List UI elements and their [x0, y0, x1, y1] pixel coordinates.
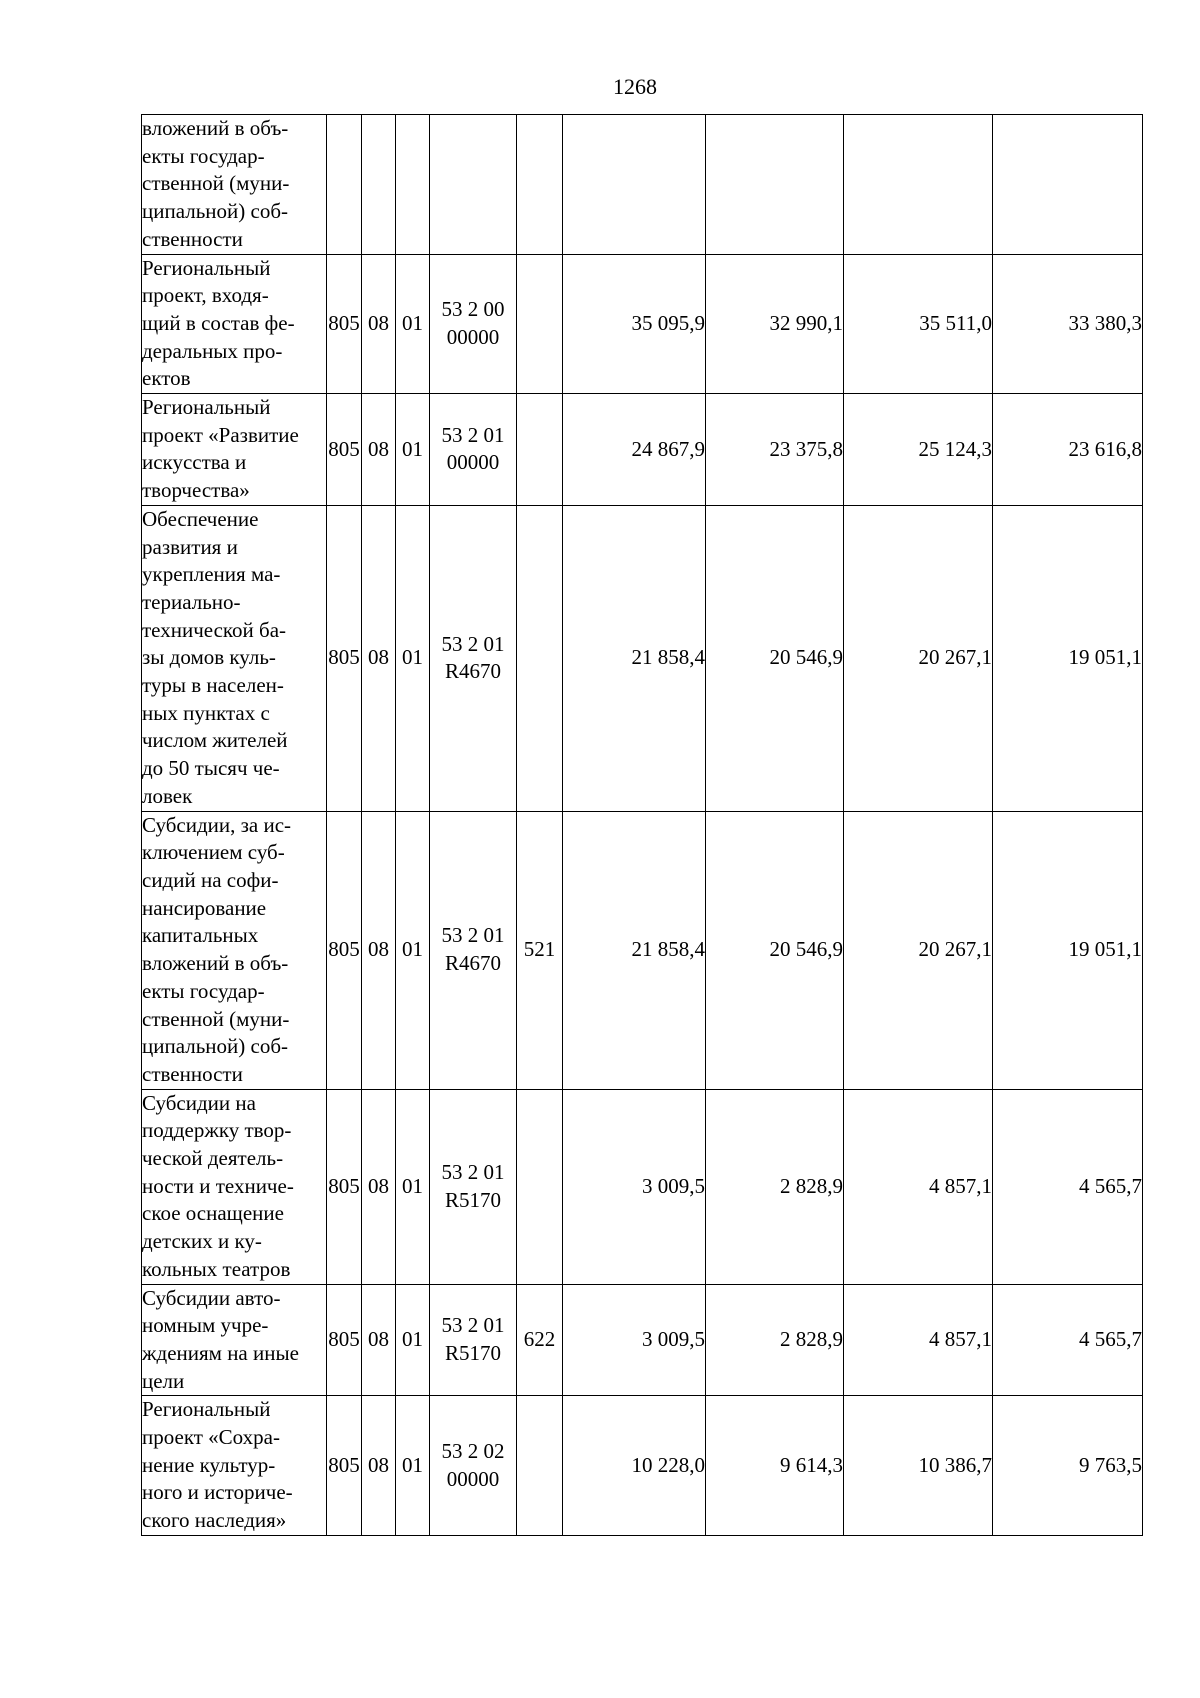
name-line: териально- — [142, 589, 241, 614]
cell-csr — [430, 1284, 517, 1396]
name-line: до 50 тысяч че- — [142, 756, 280, 781]
cell-amount-3: 20 267,1 — [844, 505, 993, 811]
cell-csr — [430, 394, 517, 506]
cell-amount-4: 23 616,8 — [993, 394, 1143, 506]
csr-part: 53 2 01 — [441, 631, 505, 656]
cell-amount-3: 4 857,1 — [844, 1089, 993, 1284]
cell-amount-4: 4 565,7 — [993, 1089, 1143, 1284]
cell-rz: 08 — [362, 1284, 396, 1396]
table-row — [142, 115, 1143, 255]
cell-vr — [517, 505, 563, 811]
table-body — [142, 115, 1143, 1536]
name-line: ных пунктах с — [142, 700, 270, 725]
csr-part: 53 2 01 — [441, 1159, 505, 1184]
table-row — [142, 505, 1143, 811]
cell-pr: 01 — [396, 1396, 430, 1536]
cell-amount-2: 2 828,9 — [706, 1089, 844, 1284]
cell-pr: 01 — [396, 505, 430, 811]
cell-ved: 805 — [327, 394, 362, 506]
table-row — [142, 254, 1143, 394]
name-line: ловек — [142, 783, 193, 808]
cell-vr — [517, 1396, 563, 1536]
page-number: 1268 — [613, 74, 657, 99]
name-line: ское оснащение — [142, 1201, 284, 1226]
csr-part: R4670 — [444, 951, 501, 976]
csr-part: 53 2 02 — [441, 1438, 505, 1463]
cell-amount-4: 33 380,3 — [993, 254, 1143, 394]
cell-amount-3: 10 386,7 — [844, 1396, 993, 1536]
csr-part: R5170 — [444, 1187, 501, 1212]
cell-amount-1: 24 867,9 — [563, 394, 706, 506]
cell-amount-3: 4 857,1 — [844, 1284, 993, 1396]
cell-rz: 08 — [362, 394, 396, 506]
name-line: числом жителей — [142, 728, 288, 753]
name-line: кольных театров — [142, 1256, 291, 1281]
name-line: Региональный — [142, 255, 271, 280]
cell-pr: 01 — [396, 394, 430, 506]
cell-amount-3 — [844, 115, 993, 255]
cell-amount-1: 35 095,9 — [563, 254, 706, 394]
cell-ved: 805 — [327, 254, 362, 394]
name-line: искусства и — [142, 450, 247, 475]
name-line: ственной (муни- — [142, 1006, 290, 1031]
cell-csr — [430, 811, 517, 1089]
cell-amount-1: 3 009,5 — [563, 1089, 706, 1284]
name-line: развития и — [142, 534, 238, 559]
cell-vr — [517, 394, 563, 506]
cell-amount-1: 21 858,4 — [563, 505, 706, 811]
csr-part: 53 2 01 — [441, 422, 505, 447]
cell-vr — [517, 1089, 563, 1284]
cell-rz: 08 — [362, 811, 396, 1089]
name-line: ждениям на иные — [142, 1340, 299, 1365]
cell-amount-4: 19 051,1 — [993, 811, 1143, 1089]
cell-name — [142, 505, 327, 811]
cell-ved — [327, 115, 362, 255]
name-line: ципальной) соб- — [142, 199, 288, 224]
name-line: проект «Сохра- — [142, 1425, 280, 1450]
name-line: ключением суб- — [142, 840, 285, 865]
name-line: ности и техниче- — [142, 1173, 294, 1198]
name-line: ципальной) соб- — [142, 1034, 288, 1059]
csr-part: 53 2 01 — [441, 923, 505, 948]
name-line: екты государ- — [142, 978, 265, 1003]
name-line: зы домов куль- — [142, 645, 276, 670]
cell-csr — [430, 505, 517, 811]
name-line: сидий на софи- — [142, 867, 279, 892]
name-line: творчества» — [142, 478, 250, 503]
cell-csr — [430, 1396, 517, 1536]
name-line: поддержку твор- — [142, 1118, 292, 1143]
cell-vr — [517, 254, 563, 394]
name-line: проект, входя- — [142, 283, 269, 308]
name-line: деральных про- — [142, 338, 283, 363]
cell-pr — [396, 115, 430, 255]
csr-part: 00000 — [446, 1466, 500, 1491]
name-line: проект «Развитие — [142, 422, 299, 447]
name-line: цели — [142, 1368, 185, 1393]
cell-vr: 521 — [517, 811, 563, 1089]
cell-vr — [517, 115, 563, 255]
name-line: Субсидии, за ис- — [142, 812, 292, 837]
name-line: ектов — [142, 366, 191, 391]
cell-amount-1: 21 858,4 — [563, 811, 706, 1089]
cell-csr — [430, 1089, 517, 1284]
cell-amount-4: 4 565,7 — [993, 1284, 1143, 1396]
name-line: нение культур- — [142, 1452, 276, 1477]
table-row — [142, 1284, 1143, 1396]
cell-amount-1: 3 009,5 — [563, 1284, 706, 1396]
table-row — [142, 1396, 1143, 1536]
name-line: ческой деятель- — [142, 1146, 284, 1171]
cell-name — [142, 1284, 327, 1396]
name-line: Региональный — [142, 395, 271, 420]
cell-csr — [430, 115, 517, 255]
table-row — [142, 1089, 1143, 1284]
name-line: капитальных — [142, 923, 259, 948]
name-line: ного и историче- — [142, 1480, 293, 1505]
name-line: вложений в объ- — [142, 116, 289, 140]
cell-name — [142, 1396, 327, 1536]
cell-amount-4: 19 051,1 — [993, 505, 1143, 811]
name-line: нансирование — [142, 895, 267, 920]
cell-amount-2: 20 546,9 — [706, 505, 844, 811]
name-line: екты государ- — [142, 143, 265, 168]
cell-rz: 08 — [362, 1396, 396, 1536]
cell-pr: 01 — [396, 254, 430, 394]
name-line: туры в населен- — [142, 673, 284, 698]
cell-amount-2: 9 614,3 — [706, 1396, 844, 1536]
cell-amount-2 — [706, 115, 844, 255]
cell-amount-2: 20 546,9 — [706, 811, 844, 1089]
name-line: ственной (муни- — [142, 171, 290, 196]
cell-amount-2: 2 828,9 — [706, 1284, 844, 1396]
name-line: номным учре- — [142, 1313, 269, 1338]
cell-pr: 01 — [396, 811, 430, 1089]
name-line: Субсидии на — [142, 1090, 256, 1115]
table-row — [142, 394, 1143, 506]
name-line: технической ба- — [142, 617, 287, 642]
name-line: щий в состав фе- — [142, 310, 295, 335]
cell-amount-4: 9 763,5 — [993, 1396, 1143, 1536]
cell-ved: 805 — [327, 811, 362, 1089]
name-line: Обеспечение — [142, 506, 259, 531]
cell-pr: 01 — [396, 1089, 430, 1284]
name-line: вложений в объ- — [142, 951, 289, 976]
cell-rz: 08 — [362, 505, 396, 811]
cell-amount-3: 20 267,1 — [844, 811, 993, 1089]
cell-name — [142, 254, 327, 394]
name-line: Региональный — [142, 1397, 271, 1422]
budget-table — [141, 114, 1143, 1536]
cell-amount-2: 32 990,1 — [706, 254, 844, 394]
name-line: Субсидии авто- — [142, 1285, 281, 1310]
csr-part: 53 2 01 — [441, 1313, 505, 1338]
cell-rz: 08 — [362, 254, 396, 394]
csr-part: 53 2 00 — [441, 297, 505, 322]
cell-amount-1: 10 228,0 — [563, 1396, 706, 1536]
cell-ved: 805 — [327, 1396, 362, 1536]
csr-part: 00000 — [446, 324, 500, 349]
cell-csr — [430, 254, 517, 394]
cell-ved: 805 — [327, 1089, 362, 1284]
cell-ved: 805 — [327, 1284, 362, 1396]
cell-name — [142, 1089, 327, 1284]
table-row — [142, 811, 1143, 1089]
cell-name — [142, 394, 327, 506]
cell-amount-3: 35 511,0 — [844, 254, 993, 394]
name-line: детских и ку- — [142, 1229, 262, 1254]
cell-ved: 805 — [327, 505, 362, 811]
name-line: ственности — [142, 1061, 243, 1086]
cell-amount-1 — [563, 115, 706, 255]
cell-rz — [362, 115, 396, 255]
cell-name — [142, 811, 327, 1089]
cell-amount-4 — [993, 115, 1143, 255]
cell-amount-3: 25 124,3 — [844, 394, 993, 506]
cell-rz: 08 — [362, 1089, 396, 1284]
name-line: ственности — [142, 226, 243, 251]
csr-part: R5170 — [444, 1340, 501, 1365]
csr-part: R4670 — [444, 659, 501, 684]
cell-vr: 622 — [517, 1284, 563, 1396]
cell-pr: 01 — [396, 1284, 430, 1396]
csr-part: 00000 — [446, 450, 500, 475]
name-line: укрепления ма- — [142, 562, 281, 587]
name-line: ского наследия» — [142, 1508, 287, 1533]
cell-amount-2: 23 375,8 — [706, 394, 844, 506]
cell-name — [142, 115, 327, 255]
